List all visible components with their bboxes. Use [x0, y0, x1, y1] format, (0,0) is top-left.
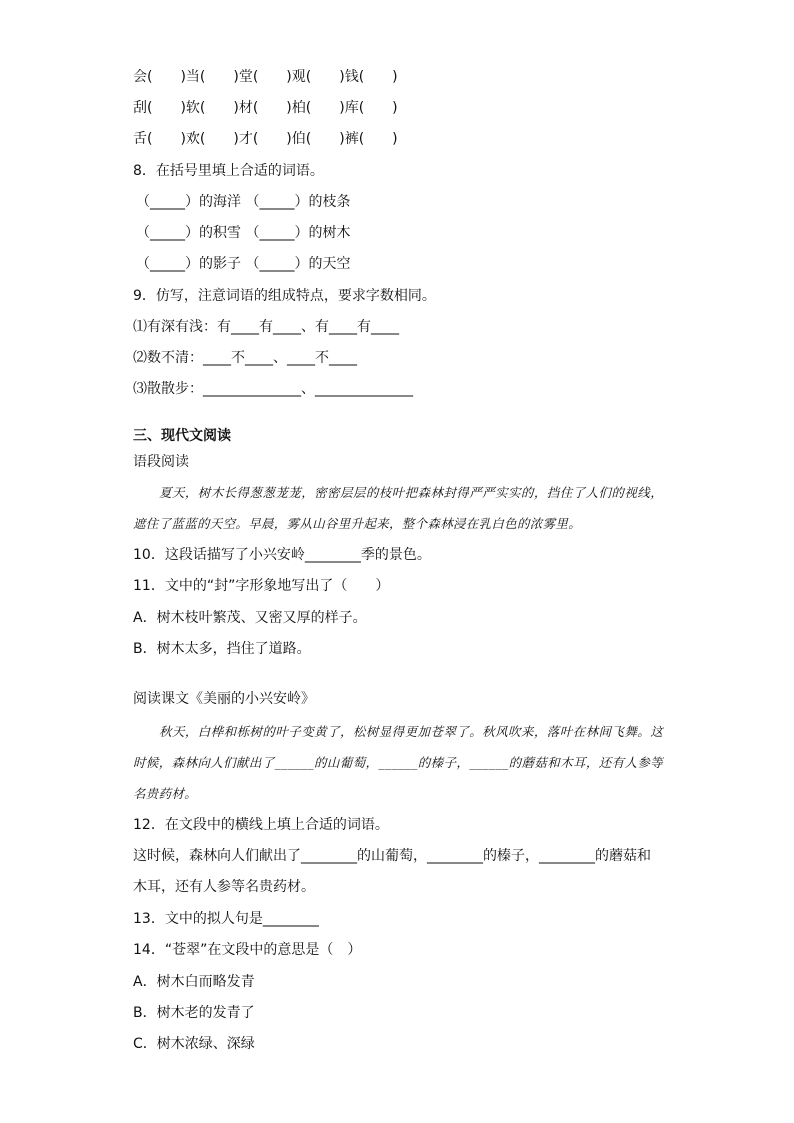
subheading-passage-reading: 语段阅读 [133, 454, 189, 470]
question-13: 13．文中的拟人句是________ [133, 911, 319, 927]
question-10: 10．这段话描写了小兴安岭________季的景色。 [133, 547, 431, 563]
section-heading: 三、现代文阅读 [133, 428, 231, 444]
question-9-item-2: ⑵数不清：____不____、____不____ [133, 350, 357, 366]
question-9: 9．仿写，注意词语的组成特点，要求字数相同。 [133, 288, 436, 304]
question-11-option-a: A．树木枝叶繁茂、又密又厚的样子。 [133, 610, 367, 626]
subheading-text-reading: 阅读课文《美丽的小兴安岭》 [133, 691, 315, 707]
question-12: 12．在文段中的横线上填上合适的词语。 [133, 817, 389, 833]
question-14-option-c: C．树木浓绿、深绿 [133, 1036, 255, 1052]
passage-summer: 夏天，树木长得葱葱茏茏，密密层层的枝叶把森林封得严严实实的，挡住了人们的视线，遮住了蓝蓝的天空。早晨，雾从山谷里升起来，整个森林浸在乳白色的浓雾里。 [133, 485, 663, 531]
char-row-1: 会( )当( )堂( )观( )钱( ) [133, 69, 398, 85]
question-9-item-1: ⑴有深有浅：有____有____、有____有____ [133, 319, 399, 335]
passage-autumn: 秋天，白桦和栎树的叶子变黄了，松树显得更加苍翠了。秋风吹来，落叶在林间飞舞。这时候，森林向人们献出了______的山葡萄，______的榛子，______的蘑菇和木耳，还有人参等名贵药材。 [133, 724, 663, 801]
question-8-row-1: （_____）的海洋 （_____）的枝条 [136, 194, 351, 210]
char-row-2: 刮( )软( )材( )柏( )库( ) [133, 100, 398, 116]
question-14: 14．“苍翠”在文段中的意思是（ ） [133, 942, 362, 958]
question-11: 11．文中的“封”字形象地写出了（ ） [133, 578, 390, 594]
question-14-option-b: B．树木老的发青了 [133, 1005, 255, 1021]
question-8-row-2: （_____）的积雪 （_____）的树木 [136, 225, 351, 241]
char-row-3: 舌( )欢( )才( )伯( )裤( ) [133, 131, 398, 147]
question-12-text: 这时候，森林向人们献出了________的山葡萄，________的榛子，________的蘑菇和木耳，还有人参等名贵药材。 [133, 848, 651, 895]
question-11-option-b: B．树木太多，挡住了道路。 [133, 641, 311, 657]
question-14-option-a: A．树木白而略发青 [133, 974, 255, 990]
question-8: 8．在括号里填上合适的词语。 [133, 163, 324, 179]
question-9-item-3: ⑶散散步：______________、______________ [133, 381, 413, 397]
question-8-row-3: （_____）的影子 （_____）的天空 [136, 256, 351, 272]
